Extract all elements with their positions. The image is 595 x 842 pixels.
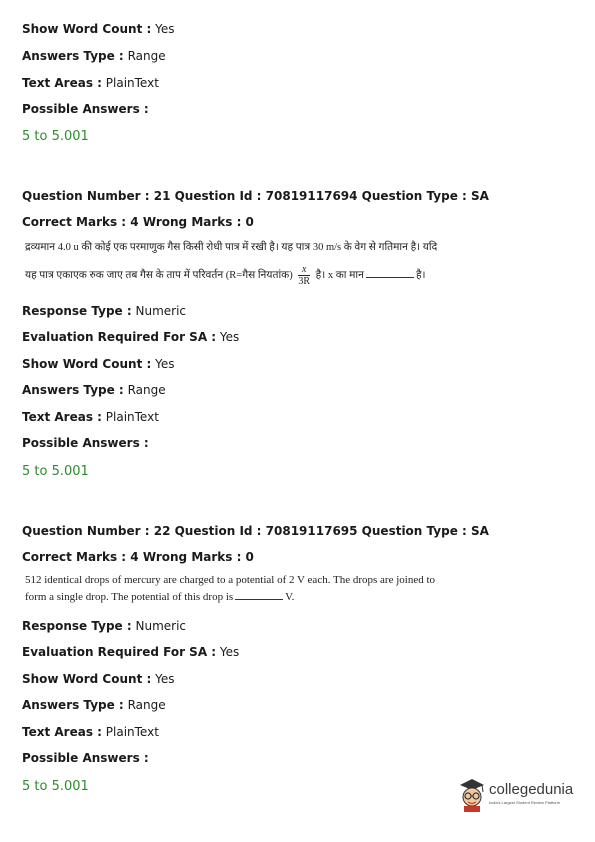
possible-answers-label: Possible Answers : <box>22 436 149 450</box>
possible-answers-value: 5 to 5.001 <box>22 779 89 794</box>
possible-answers-label: Possible Answers : <box>22 751 149 765</box>
fraction-x-over-3r: $\frac{x}{3R}$ <box>298 264 311 287</box>
text-areas-row: Text Areas : PlainText <box>22 410 159 424</box>
possible-answers-label: Possible Answers : <box>22 102 149 116</box>
question-22-text-line1: 512 identical drops of mercury are charged to a potential of 2 V each. The drops are joined to <box>25 574 436 586</box>
logo-tagline: India's Largest Student Review Platform <box>489 800 561 805</box>
possible-answers-value: 5 to 5.001 <box>22 464 89 479</box>
text-areas-row: Text Areas : PlainText <box>22 725 159 739</box>
answer-blank <box>366 277 414 278</box>
evaluation-row: Evaluation Required For SA : Yes <box>22 645 240 659</box>
show-word-count-row: Show Word Count : Yes <box>22 357 175 371</box>
question-21-header: Question Number : 21 Question Id : 70819117694 Question Type : SA <box>22 189 489 203</box>
show-word-count-row: Show Word Count : Yes <box>22 672 175 686</box>
student-mascot-icon <box>457 778 487 812</box>
question-22-header: Question Number : 22 Question Id : 70819117695 Question Type : SA <box>22 524 489 538</box>
possible-answers-value: 5 to 5.001 <box>22 129 89 144</box>
response-type-row: Response Type : Numeric <box>22 304 187 318</box>
question-22-marks: Correct Marks : 4 Wrong Marks : 0 <box>22 550 254 564</box>
question-22-text-line2: form a single drop. The potential of this drop is V. <box>25 591 295 603</box>
logo-wordmark: collegedunia <box>489 781 574 798</box>
question-21-marks: Correct Marks : 4 Wrong Marks : 0 <box>22 215 254 229</box>
answers-type-row: Answers Type : Range <box>22 698 166 712</box>
response-type-row: Response Type : Numeric <box>22 619 187 633</box>
collegedunia-logo <box>457 778 577 814</box>
text-areas-row: Text Areas : PlainText <box>22 76 159 90</box>
answers-type-row: Answers Type : Range <box>22 383 166 397</box>
answer-blank <box>235 599 283 600</box>
evaluation-row: Evaluation Required For SA : Yes <box>22 330 240 344</box>
question-21-text-line1: द्रव्यमान 4.0 u की कोई एक परमाणुक गैस किसी रोधी पात्र में रखी है। यह पात्र 30 m/s के वेग से गतिमान है। यदि <box>25 242 438 253</box>
show-word-count-row: Show Word Count : Yes <box>22 22 175 36</box>
answers-type-row: Answers Type : Range <box>22 49 166 63</box>
question-21-text-line2: यह पात्र एकाएक रुक जाए तब गैस के ताप में परिवर्तन (R=गैस नियतांक) $\frac{x}{3R}$ है। x का मान है। <box>25 264 426 287</box>
